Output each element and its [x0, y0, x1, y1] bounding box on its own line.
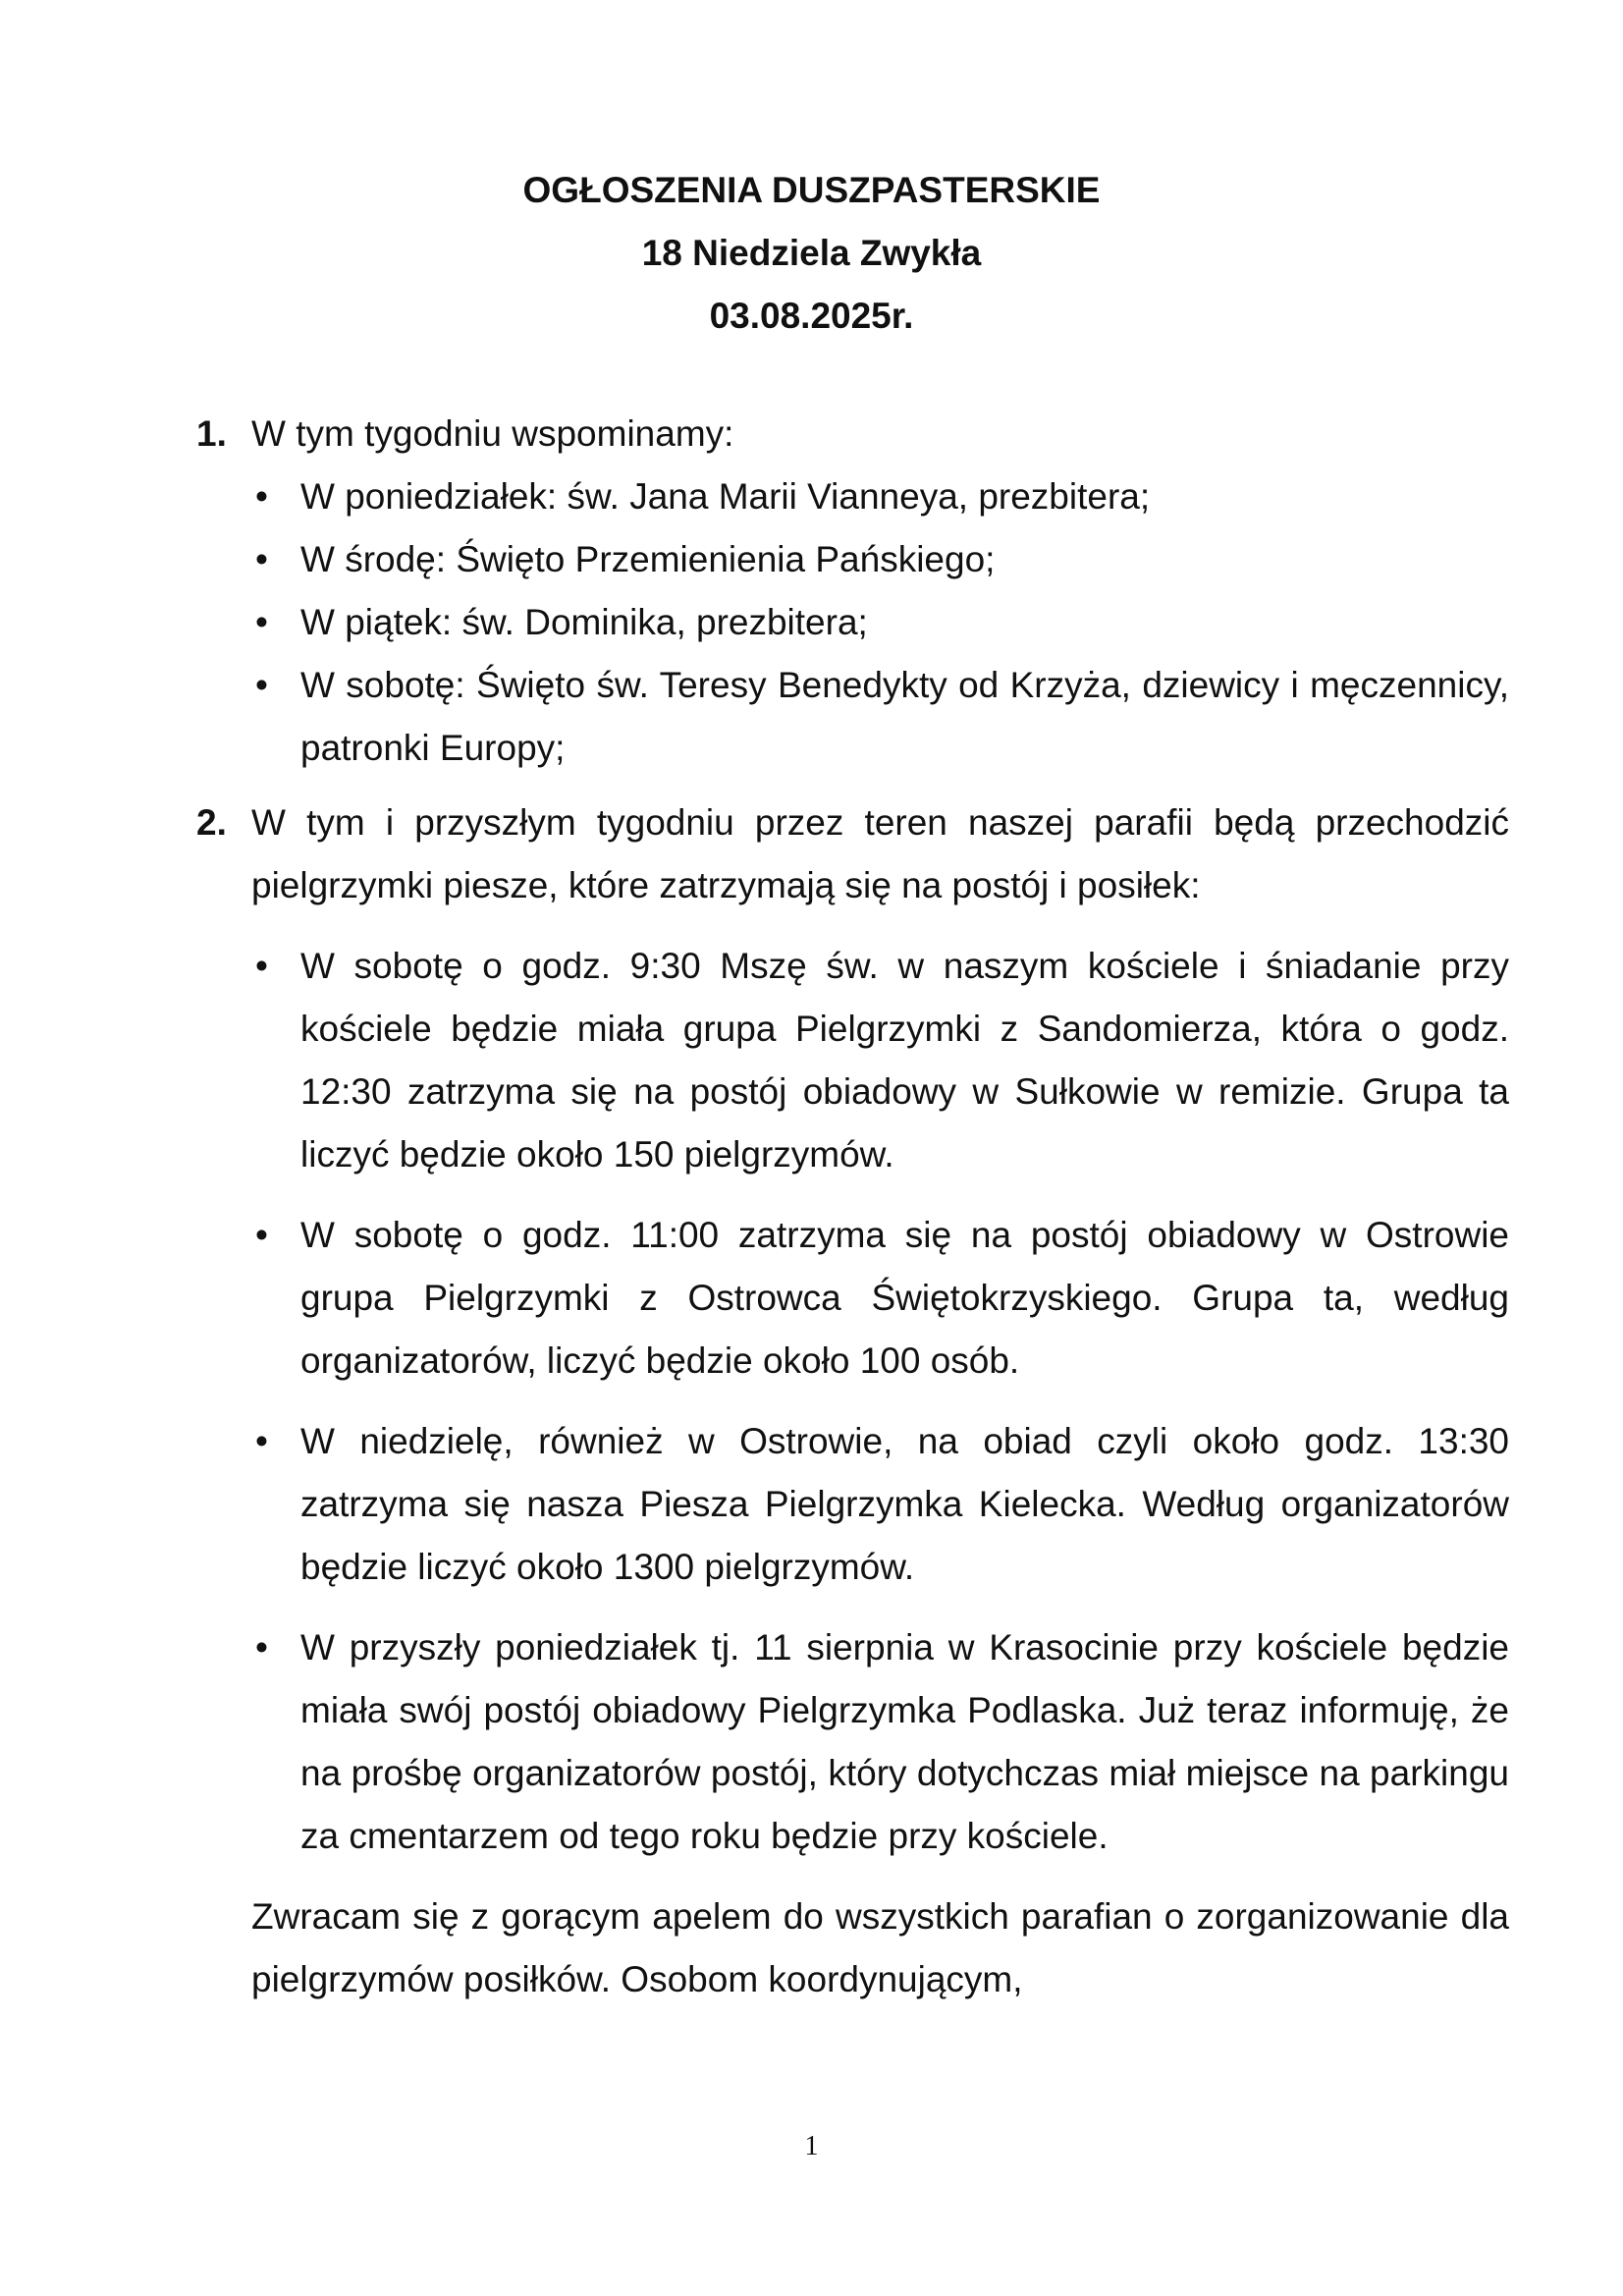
- item-intro: W tym i przyszłym tygodniu przez teren naszej parafii będą przechodzić pielgrzymki piesze, które zatrzymają się na postój i posiłek:: [251, 802, 1509, 905]
- list-item: [251, 1616, 1509, 1868]
- list-item: [251, 654, 1509, 780]
- bullet-icon: •: [255, 602, 268, 642]
- list-item: [251, 1204, 1509, 1393]
- bullet-list: [251, 465, 1509, 780]
- bullet-list: [251, 935, 1509, 1868]
- announcement-item-2: [196, 792, 1509, 1868]
- bullet-icon: •: [255, 1627, 268, 1667]
- bullet-icon: •: [255, 539, 268, 579]
- document-subtitle: 18 Niedziela Zwykła: [641, 233, 982, 273]
- document-date: 03.08.2025r.: [709, 296, 914, 336]
- list-item: [251, 591, 1509, 654]
- list-item: [251, 935, 1509, 1186]
- list-item-text: W sobotę: Święto św. Teresy Benedykty od Krzyża, dziewicy i męczennicy, patronki Europy;: [300, 665, 1509, 768]
- document-title: OGŁOSZENIA DUSZPASTERSKIE: [522, 170, 1101, 210]
- bullet-icon: •: [255, 665, 268, 705]
- announcement-item-1: [196, 403, 1509, 780]
- bullet-icon: •: [255, 946, 268, 986]
- list-item: [251, 528, 1509, 591]
- bullet-icon: •: [255, 476, 268, 517]
- page-number: 1: [804, 2131, 819, 2161]
- list-item-text: W sobotę o godz. 11:00 zatrzyma się na postój obiadowy w Ostrowie grupa Pielgrzymki z Ostrowca Świętokrzyskiego. Grupa ta, według organizatorów, liczyć będzie około 100 osób.: [300, 1215, 1509, 1381]
- item-number: 1.: [196, 413, 227, 454]
- list-item-text: W sobotę o godz. 9:30 Mszę św. w naszym kościele i śniadanie przy kościele będzie miała grupa Pielgrzymki z Sandomierza, która o godz. 12:30 zatrzyma się na postój obiadowy w Sułkowie w remizie. Grupa ta liczyć będzie około 150 pielgrzymów.: [300, 946, 1509, 1175]
- bullet-icon: •: [255, 1421, 268, 1461]
- list-item-text: W poniedziałek: św. Jana Marii Vianneya, prezbitera;: [300, 476, 1151, 517]
- announcement-header: [0, 159, 1623, 348]
- bullet-icon: •: [255, 1215, 268, 1255]
- list-item-text: W środę: Święto Przemienienia Pańskiego;: [300, 539, 996, 579]
- item-number: 2.: [196, 802, 227, 843]
- item-intro: W tym tygodniu wspominamy:: [251, 413, 734, 454]
- list-item-text: W niedzielę, również w Ostrowie, na obiad czyli około godz. 13:30 zatrzyma się nasza Piesza Pielgrzymka Kielecka. Według organizatorów będzie liczyć około 1300 pielgrzymów.: [300, 1421, 1509, 1587]
- list-item-text: W przyszły poniedziałek tj. 11 sierpnia w Krasocinie przy kościele będzie miała swój postój obiadowy Pielgrzymka Podlaska. Już teraz informuję, że na prośbę organizatorów postój, który dotychczas miał miejsce na parkingu za cmentarzem od tego roku będzie przy kościele.: [300, 1627, 1509, 1856]
- announcement-body: [196, 403, 1509, 2011]
- closing-paragraph: Zwracam się z gorącym apelem do wszystkich parafian o zorganizowanie dla pielgrzymów posiłków. Osobom koordynującym,: [251, 1896, 1509, 1999]
- list-item-text: W piątek: św. Dominika, prezbitera;: [300, 602, 868, 642]
- list-item: [251, 1410, 1509, 1599]
- list-item: [251, 465, 1509, 528]
